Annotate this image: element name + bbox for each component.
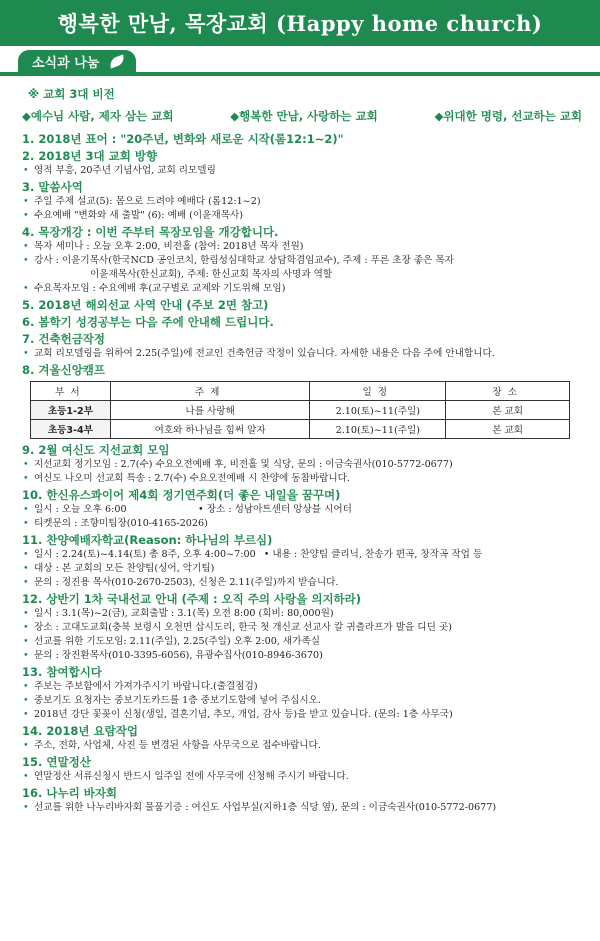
list-item: • 2018년 강단 꽃꽂이 신청(생일, 결혼기념, 추모, 개업, 감사 등)을 받고 있습니다. (문의: 1층 사무국): [23, 709, 453, 720]
column-header: 주제: [110, 382, 310, 401]
section-title: 1. 2018년 표어 : "20주년, 변화와 새로운 시작(롬12:1~2)": [22, 132, 344, 146]
list-item-continued: 이윤재목사(한신교회), 주제: 한신교회 목자의 사명과 역할: [90, 269, 333, 280]
list-item: • 여신도 나오미 선교회 특송 : 2.7(수) 수요오전예배 시 찬양에 동참바랍니다.: [23, 473, 350, 484]
section-title: 13. 참여합시다: [22, 665, 102, 679]
list-item: • 티켓문의 : 조향미팀장(010-4165-2026): [23, 518, 208, 529]
leaf-icon: [108, 54, 126, 68]
section-title: 3. 말씀사역: [22, 180, 83, 194]
table-cell: 초등3-4부: [31, 420, 111, 439]
list-item: • 선교를 위한 나누리바자회 물품기증 : 여신도 사업부실(지하1층 식당 옆), 문의 : 이금숙권사(010-5772-0677): [23, 802, 497, 813]
list-item: • 일시 : 오늘 오후 6:00 • 장소 : 성남아트센터 앙상블 시어터: [23, 504, 352, 515]
vision-item: ◆예수님 사람, 제자 삼는 교회: [22, 109, 174, 123]
vision-title: ※ 교회 3대 비전: [28, 87, 115, 101]
section-title: 14. 2018년 요람작업: [22, 724, 138, 738]
list-item: • 선교를 위한 기도모임: 2.11(주일), 2.25(주일) 오후 2:00, 새가족실: [23, 636, 320, 647]
table-header-row: [31, 382, 570, 401]
table-row: [31, 420, 570, 439]
table-cell: 2.10(토)~11(주일): [310, 420, 446, 439]
column-header: 장소: [446, 382, 570, 401]
section-title: 6. 봄학기 성경공부는 다음 주에 안내해 드립니다.: [22, 315, 274, 329]
list-item: • 대상 : 본 교회의 모든 찬양팀(싱어, 악기팀): [23, 563, 215, 574]
list-item: • 문의 : 정진용 목사(010-2670-2503), 신청은 2.11(주일)까지 받습니다.: [23, 577, 339, 588]
list-item: • 문의 : 장진환목사(010-3395-6056), 유광수집사(010-8946-3670): [23, 650, 323, 661]
section-title: 10. 한신유스콰이어 제4회 정기연주회(더 좋은 내일을 꿈꾸며): [22, 488, 341, 502]
news-tab: [18, 50, 136, 72]
list-item: • 수요예배 "변화와 새 출발" (6): 예배 (이윤재목사): [23, 210, 243, 221]
header-title: 행복한 만남, 목장교회 (Happy home church): [57, 11, 543, 36]
list-item: • 수요목자모임 : 수요예배 후(교구별로 교제와 기도위해 모임): [23, 283, 286, 294]
section-title: 5. 2018년 해외선교 사역 안내 (주보 2면 참고): [22, 298, 269, 312]
section-title: 11. 찬양예배자학교(Reason: 하나님의 부르심): [22, 533, 273, 547]
table-cell: 여호와 하나님을 힘써 알자: [110, 420, 310, 439]
section-title: 4. 목장개강 : 이번 주부터 목장모임을 개강합니다.: [22, 225, 279, 239]
list-item: • 주일 주제 설교(5): 몸으로 드려야 예배다 (롬12:1~2): [23, 196, 261, 207]
list-item: • 목자 세미나 : 오늘 오후 2:00, 비전홀 (참여: 2018년 목자 전원): [23, 241, 304, 252]
page-header: [0, 0, 600, 46]
list-item: • 장소 : 고대도교회(충북 보령시 오천면 삽시도리, 한국 첫 개신교 선교사 칼 귀츨라프가 발을 디딘 곳): [23, 622, 452, 633]
news-tab-label: 소식과 나눔: [32, 55, 100, 71]
list-item: • 일시 : 3.1(목)~2(금), 교회출발 : 3.1(목) 오전 8:00 (회비: 80,000원): [23, 608, 334, 619]
section-title: 8. 겨울신앙캠프: [22, 363, 106, 377]
camp-table: [30, 381, 570, 439]
vision-item: ◆위대한 명령, 선교하는 교회: [434, 109, 582, 123]
list-item: • 중보기도 요청자는 중보기도카드를 1층 중보기도함에 넣어 주십시오.: [23, 695, 321, 706]
table-cell: 본 교회: [446, 420, 570, 439]
vision-list: [22, 108, 582, 124]
section-bar: [0, 48, 600, 76]
section-title: 16. 나누리 바자회: [22, 786, 118, 800]
list-item: • 주소, 전화, 사업체, 사진 등 변경된 사항을 사무국으로 접수바랍니다.: [23, 740, 321, 751]
list-item: • 영적 부흥, 20주년 기념사업, 교회 리모델링: [23, 165, 216, 176]
list-item: • 주보는 주보함에서 가져가주시기 바랍니다.(출결점검): [23, 681, 258, 692]
table-cell: 나를 사랑해: [110, 401, 310, 420]
section-title: 7. 건축헌금작정: [22, 332, 106, 346]
list-item: • 연말정산 서류신청시 반드시 일주일 전에 사무국에 신청해 주시기 바랍니다.: [23, 771, 349, 782]
divider: [0, 72, 600, 76]
table-cell: 본 교회: [446, 401, 570, 420]
section-title: 15. 연말정산: [22, 755, 91, 769]
table-cell: 2.10(토)~11(주일): [310, 401, 446, 420]
section-title: 9. 2월 여신도 지선교회 모임: [22, 443, 170, 457]
column-header: 일정: [310, 382, 446, 401]
bulletin-content: [0, 76, 600, 815]
section-title: 12. 상반기 1차 국내선교 안내 (주제 : 오직 주의 사랑을 의지하라): [22, 592, 362, 606]
vision-item: ◆행복한 만남, 사랑하는 교회: [230, 109, 378, 123]
column-header: 부서: [31, 382, 111, 401]
list-item: • 강사 : 이윤기목사(한국NCD 공인코치, 한림성심대학교 상담학겸임교수), 주제 : 푸른 초장 좋은 목자: [23, 255, 454, 266]
table-row: [31, 401, 570, 420]
section-title: 2. 2018년 3대 교회 방향: [22, 149, 158, 163]
table-cell: 초등1-2부: [31, 401, 111, 420]
list-item: • 일시 : 2.24(토)~4.14(토) 총 8주, 오후 4:00~7:00 • 내용 : 찬양팀 클리닉, 찬송가 편곡, 창작곡 작업 등: [23, 549, 483, 560]
list-item: • 지선교회 정기모임 : 2.7(수) 수요오전예배 후, 비전홀 및 식당, 문의 : 이금숙권사(010-5772-0677): [23, 459, 453, 470]
list-item: • 교회 리모델링을 위하여 2.25(주일)에 전교인 건축헌금 작정이 있습니다. 자세한 내용은 다음 주에 안내합니다.: [23, 348, 495, 359]
